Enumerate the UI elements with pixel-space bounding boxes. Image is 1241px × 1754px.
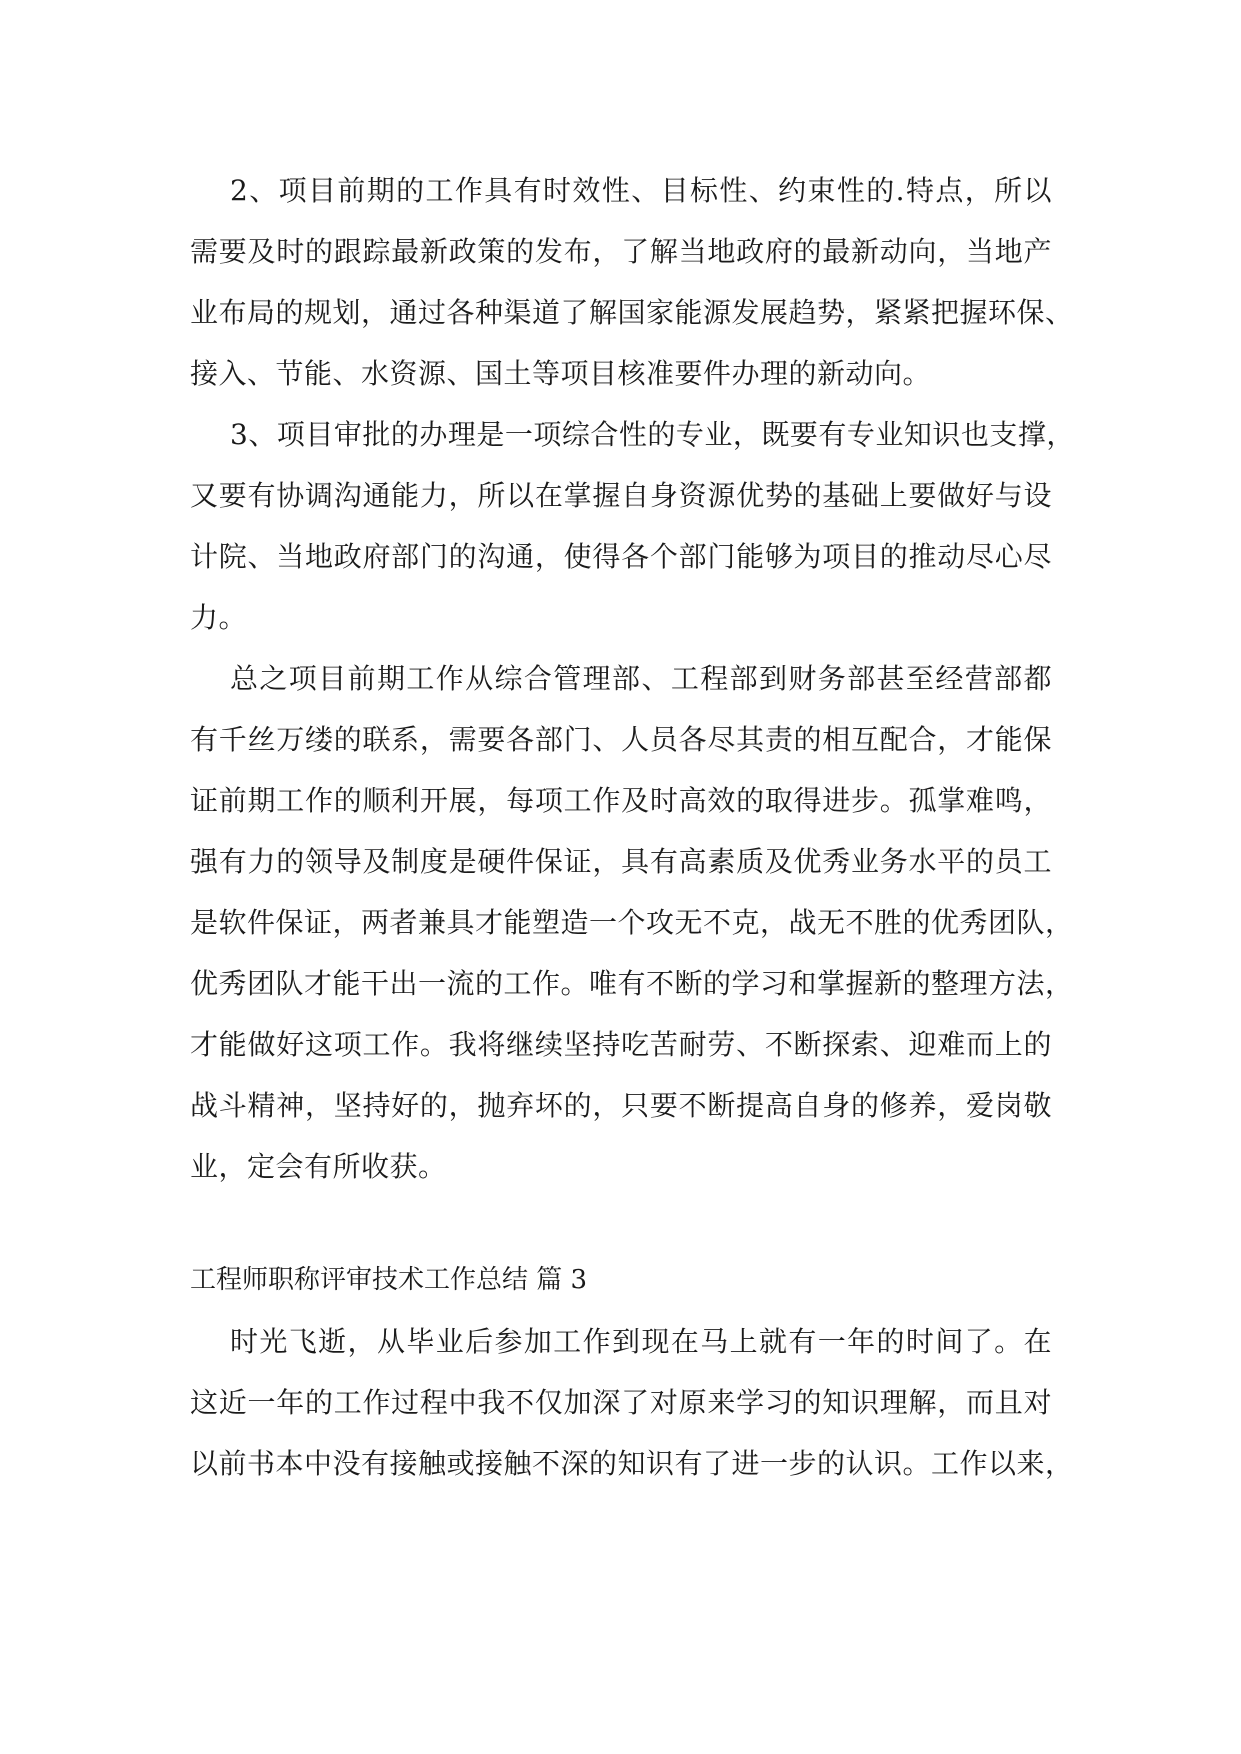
section-heading: 工程师职称评审技术工作总结 篇 3	[190, 1265, 588, 1295]
text-line: 总之项目前期工作从综合管理部、工程部到财务部甚至经营部都	[230, 662, 1052, 695]
text-line: 力。	[190, 601, 248, 634]
text-line: 又要有协调沟通能力，所以在掌握自身资源优势的基础上要做好与设	[190, 479, 1052, 512]
text-line: 优秀团队才能干出一流的工作。唯有不断的学习和掌握新的整理方法，	[190, 967, 1074, 1000]
text-line: 业，定会有所收获。	[190, 1150, 447, 1183]
text-line: 3、项目审批的办理是一项综合性的专业，既要有专业知识也支撑，	[230, 418, 1075, 451]
text-line: 时光飞逝，从毕业后参加工作到现在马上就有一年的时间了。在	[230, 1325, 1052, 1358]
text-line: 战斗精神，坚持好的，抛弃坏的，只要不断提高自身的修养，爱岗敬	[190, 1089, 1052, 1122]
text-line: 接入、节能、水资源、国土等项目核准要件办理的新动向。	[190, 357, 932, 390]
text-line: 才能做好这项工作。我将继续坚持吃苦耐劳、不断探索、迎难而上的	[190, 1028, 1052, 1061]
paragraph	[190, 404, 1075, 648]
text-line: 有千丝万缕的联系，需要各部门、人员各尽其责的相互配合，才能保	[190, 723, 1052, 756]
paragraph	[190, 648, 1074, 1197]
document-page	[190, 160, 1075, 1494]
text-line: 业布局的规划，通过各种渠道了解国家能源发展趋势，紧紧把握环保、	[190, 296, 1074, 329]
spacer	[190, 1197, 1052, 1250]
text-line: 这近一年的工作过程中我不仅加深了对原来学习的知识理解，而且对	[190, 1386, 1052, 1419]
text-line: 以前书本中没有接触或接触不深的知识有了进一步的认识。工作以来，	[190, 1447, 1074, 1480]
text-line: 是软件保证，两者兼具才能塑造一个攻无不克，战无不胜的优秀团队，	[190, 906, 1074, 939]
paragraph	[190, 160, 1074, 404]
text-line: 计院、当地政府部门的沟通，使得各个部门能够为项目的推动尽心尽	[190, 540, 1052, 573]
text-line: 强有力的领导及制度是硬件保证，具有高素质及优秀业务水平的员工	[190, 845, 1052, 878]
text-line: 需要及时的跟踪最新政策的发布，了解当地政府的最新动向，当地产	[190, 235, 1052, 268]
text-line: 证前期工作的顺利开展，每项工作及时高效的取得进步。孤掌难鸣，	[190, 784, 1052, 817]
text-line: 2、项目前期的工作具有时效性、目标性、约束性的.特点，所以	[230, 174, 1052, 207]
paragraph	[190, 1311, 1074, 1494]
